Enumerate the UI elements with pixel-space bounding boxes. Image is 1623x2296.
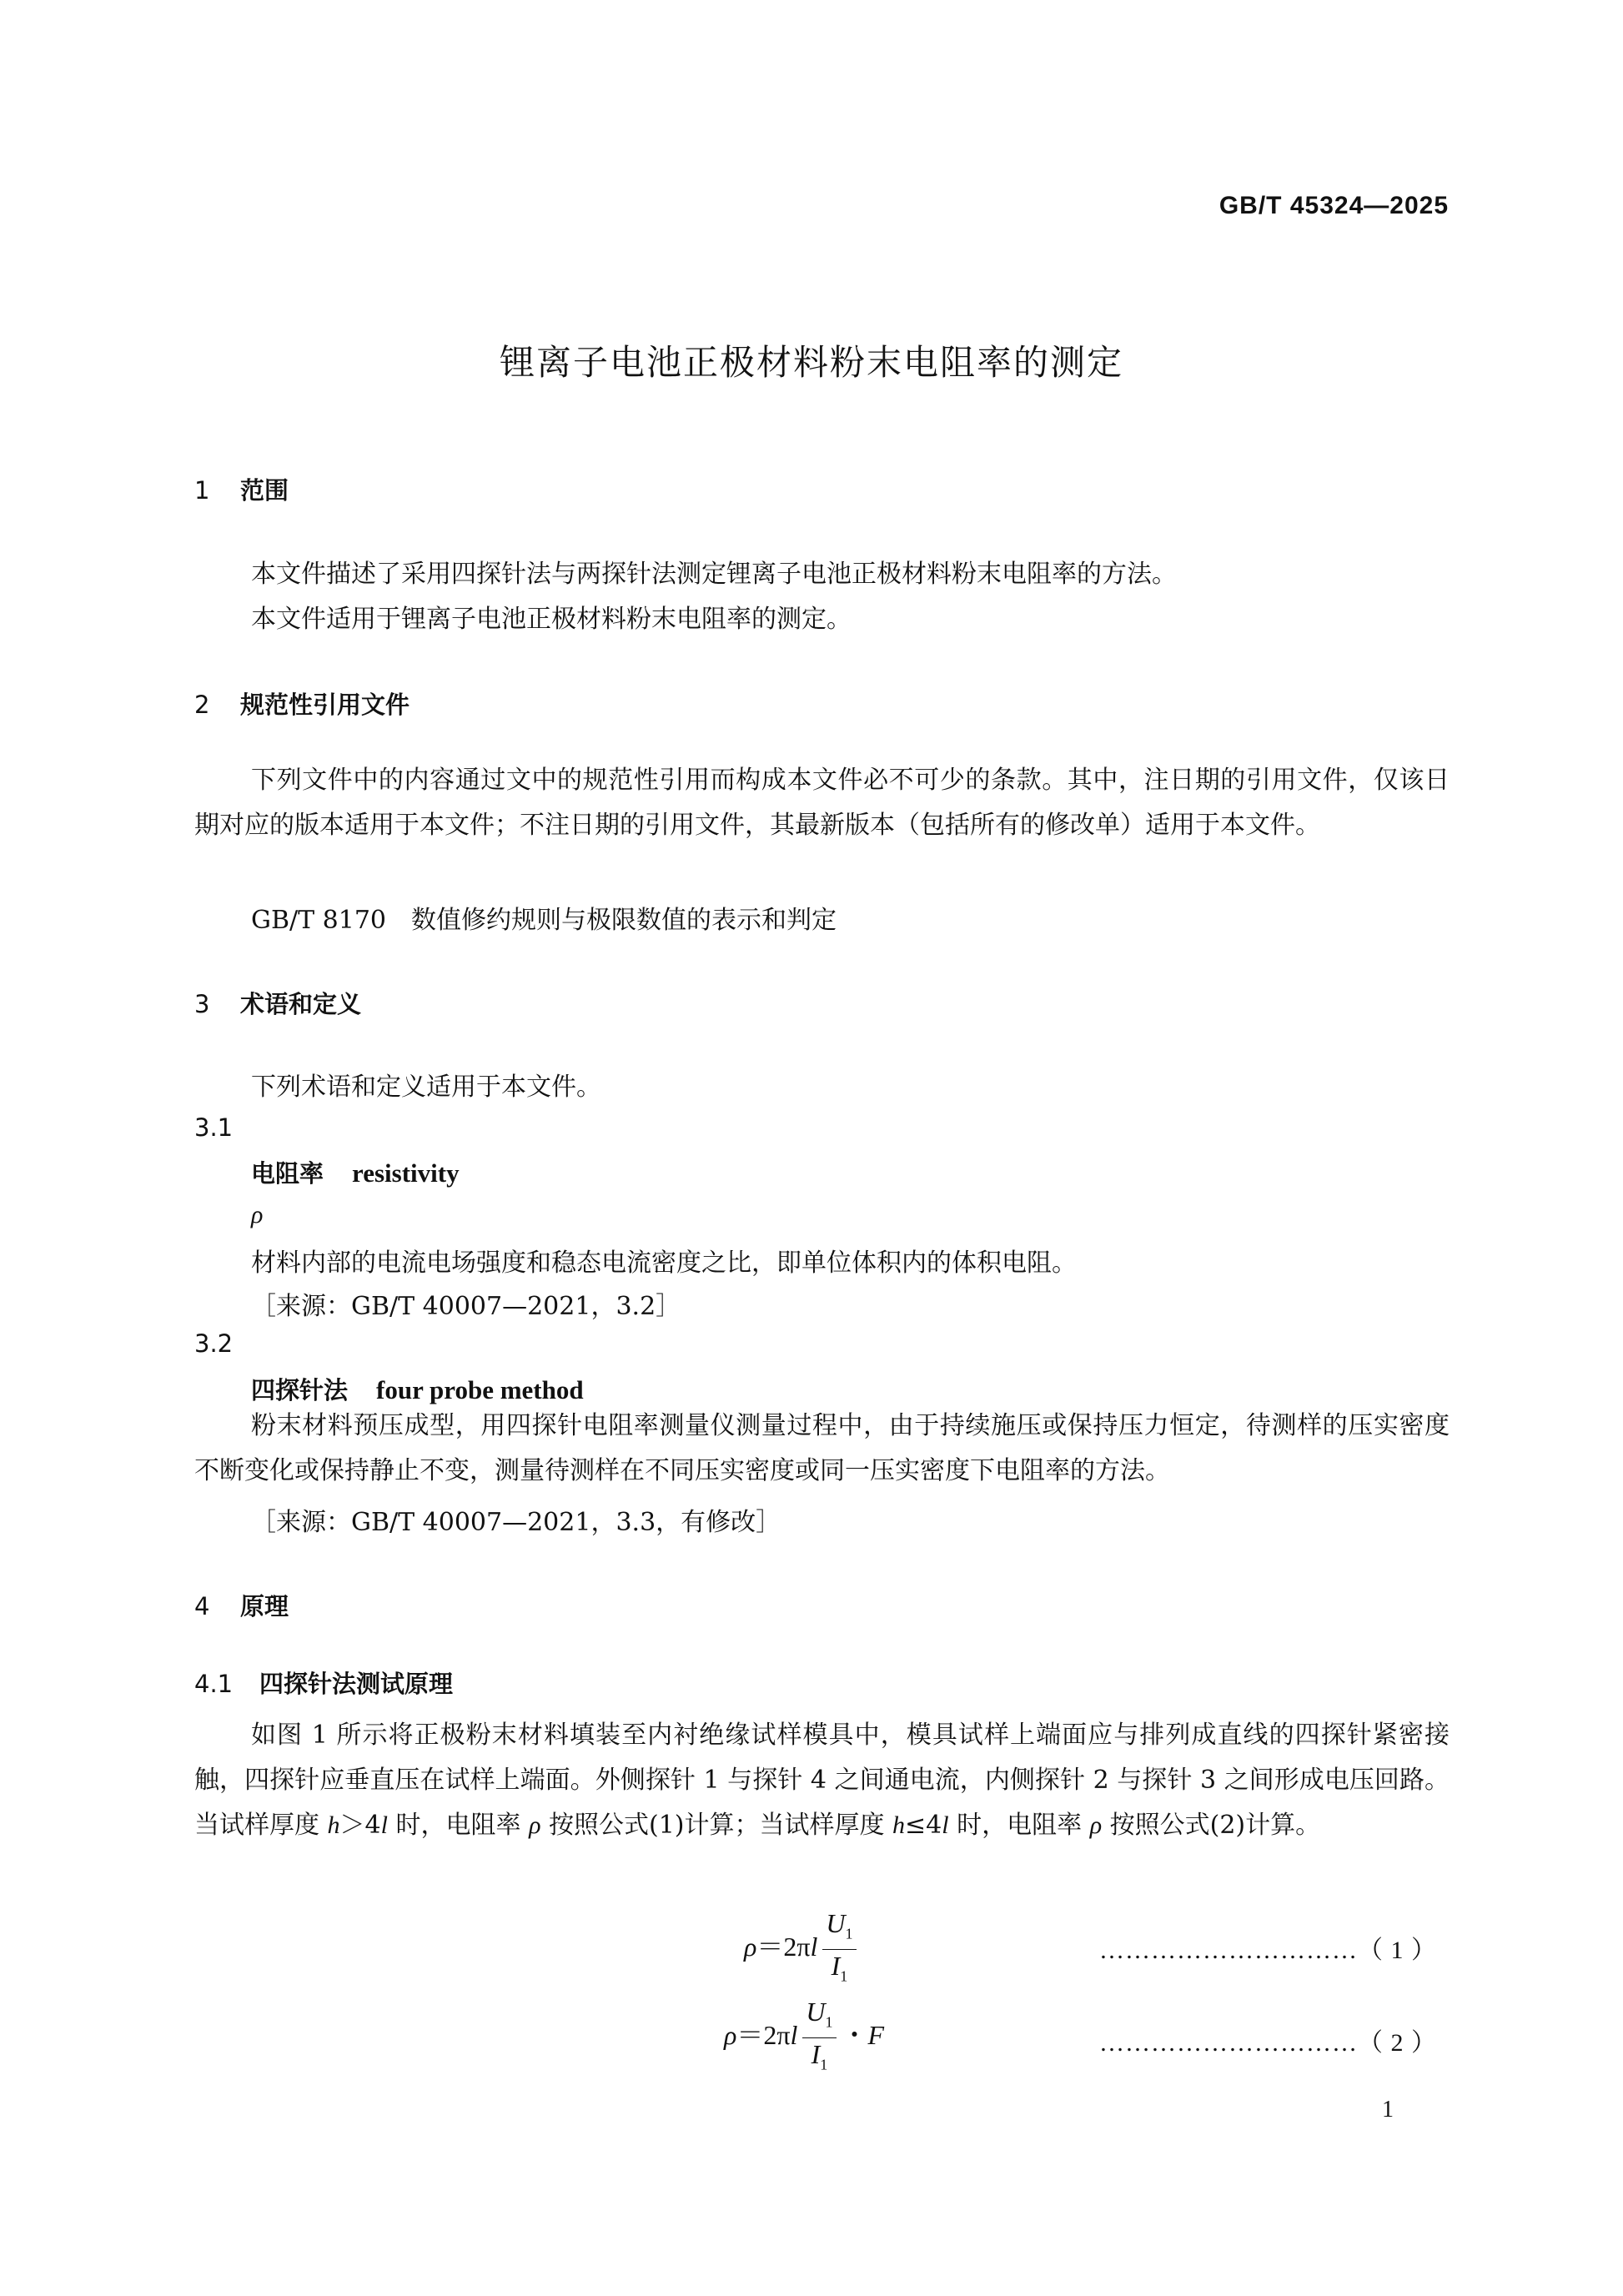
section-number: 4 [194, 1592, 210, 1620]
formula-eq: ＝2π [736, 2020, 791, 2051]
section-number: 1 [194, 476, 210, 505]
page-number: 1 [1382, 2097, 1394, 2123]
numerator-sub: 1 [825, 2013, 833, 2031]
term-name-en: four probe method [376, 1375, 584, 1404]
formula-fraction [822, 1907, 856, 1992]
formula-l: l [790, 2020, 798, 2051]
principle-text: 时，电阻率 [948, 1811, 1090, 1840]
correction-factor: F [867, 2020, 885, 2051]
section-2-heading [194, 686, 410, 721]
term-name-en: resistivity [352, 1158, 460, 1188]
subsection-4-1-heading [194, 1665, 453, 1700]
multiply-dot: ・ [841, 2020, 868, 2051]
normative-references-paragraph: 下列文件中的内容通过文中的规范性引用而构成本文件必不可少的条款。其中，注日期的引用文件，仅该日期对应的版本适用于本文件；不注日期的引用文件，其最新版本（包括所有的修改单）适用于本文件。 [194, 766, 1450, 840]
term-name [251, 1155, 460, 1189]
formula-2 [724, 1996, 884, 2081]
leader-dots: ………………………… [1099, 1937, 1358, 1964]
formula-lhs: ρ [744, 1932, 757, 1962]
thickness-symbol: h [327, 1811, 340, 1839]
scope-paragraph-2: 本文件适用于锂离子电池正极材料粉末电阻率的测定。 [251, 605, 852, 634]
principle-paragraph [194, 1713, 1450, 1848]
formula-eq: ＝2π [756, 1932, 811, 1962]
relation-le: ≤4 [905, 1811, 942, 1840]
section-title: 范围 [240, 476, 289, 505]
reference-gbt-8170: GB/T 8170 数值修约规则与极限数值的表示和判定 [251, 906, 837, 935]
section-number: 3 [194, 990, 210, 1018]
term-source: ［来源：GB/T 40007—2021，3.2］ [251, 1292, 681, 1321]
relation-gt: ＞4 [339, 1811, 381, 1840]
equation-number: （ 1 ） [1358, 1937, 1437, 1964]
equation-number: （ 2 ） [1358, 2029, 1437, 2057]
section-number: 2 [194, 691, 210, 719]
section-title: 原理 [240, 1592, 289, 1620]
numerator-sub: 1 [845, 1925, 853, 1942]
terms-intro: 下列术语和定义适用于本文件。 [251, 1073, 601, 1102]
resistivity-symbol: ρ [529, 1811, 541, 1839]
leader-dots: ………………………… [1099, 2029, 1358, 2057]
term-definition: 粉末材料预压成型，用四探针电阻率测量仪测量过程中，由于持续施压或保持压力恒定，待测样的压实密度不断变化或保持静止不变，测量待测样在不同压实密度或同一压实密度下电阻率的方法。 [194, 1411, 1450, 1485]
term-name-cn: 四探针法 [251, 1376, 349, 1404]
section-number: 4.1 [194, 1670, 234, 1698]
principle-text: 如图 1 所示将正极粉末材料填装至内衬绝缘试样模具中，模具试样上端面应与排列成直线的四探针紧密接触，四探针应垂直压在试样上端面。外侧探针 1 与探针 4 之间通电流，内侧探针 2 与探针 3 之间形成电压回路。当试样厚度 [194, 1721, 1450, 1840]
scope-paragraph-1: 本文件描述了采用四探针法与两探针法测定锂离子电池正极材料粉末电阻率的方法。 [251, 560, 1177, 589]
denominator: I [811, 2039, 821, 2070]
term-source: ［来源：GB/T 40007—2021，3.3，有修改］ [251, 1508, 781, 1537]
section-4-heading [194, 1588, 289, 1622]
formula-fraction [802, 1996, 836, 2081]
spacing-symbol: l [380, 1811, 388, 1839]
section-title: 术语和定义 [240, 990, 362, 1018]
formula-1 [744, 1907, 862, 1992]
formula-2-label [1099, 2022, 1437, 2058]
formula-1-label [1099, 1929, 1437, 1966]
principle-text: 时，电阻率 [387, 1811, 530, 1840]
denominator-sub: 1 [840, 1967, 848, 1985]
term-name [251, 1372, 584, 1406]
thickness-symbol: h [892, 1811, 906, 1839]
standard-code: GB/T 45324—2025 [1219, 192, 1449, 219]
resistivity-symbol: ρ [1089, 1811, 1103, 1839]
term-definition: 材料内部的电流电场强度和稳态电流密度之比，即单位体积内的体积电阻。 [251, 1248, 1077, 1278]
numerator: U [826, 1908, 846, 1938]
term-name-cn: 电阻率 [251, 1159, 324, 1188]
section-3-heading [194, 986, 361, 1020]
formula-l: l [810, 1932, 818, 1962]
section-title: 规范性引用文件 [240, 691, 410, 719]
denominator-sub: 1 [820, 2056, 828, 2073]
spacing-symbol: l [942, 1811, 949, 1839]
principle-text: 按照公式(2)计算。 [1102, 1811, 1321, 1840]
document-title: 锂离子电池正极材料粉末电阻率的测定 [499, 342, 1123, 383]
term-symbol: ρ [251, 1201, 264, 1228]
principle-text: 按照公式(1)计算；当试样厚度 [540, 1811, 893, 1840]
section-1-heading [194, 472, 289, 506]
term-number: 3.2 [194, 1329, 234, 1358]
section-title: 四探针法测试原理 [259, 1670, 454, 1698]
denominator: I [831, 1951, 841, 1982]
term-number: 3.1 [194, 1113, 234, 1142]
numerator: U [806, 1997, 826, 2027]
formula-lhs: ρ [724, 2020, 737, 2051]
